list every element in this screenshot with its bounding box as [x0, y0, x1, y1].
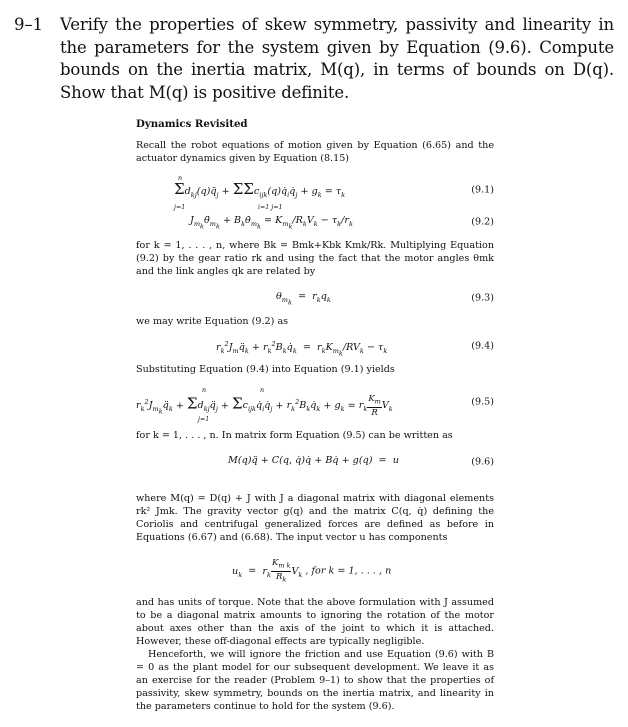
sum-lower-limit: j=1 [198, 416, 210, 423]
equation-tag: (9.2) [471, 216, 494, 228]
equation-9-6-body: M(q)q̈ + C(q, q̇)q̇ + Bq̇ + g(q) = u [228, 455, 399, 466]
paragraph-torque: and has units of torque. Note that the above formulation with J assumed to be a diagonal matrix amounts to ignoring the rotation of the motor about axes other than the axis of the joint to which it is attached. However, these off-diagonal effects are typically negligible. [136, 597, 494, 648]
equation-tag: (9.1) [471, 184, 494, 196]
equation-9-3-body: $\theta_{m_k} = r_kq_k$ [276, 291, 331, 307]
equation-input-vector-body: $u_k = r_k$ $\frac{K_{m k}}{R_k}$ $V_k$ , for k = 1, . . . , n [232, 558, 392, 584]
problem-text: Verify the properties of skew symmetry, passivity and linearity in the parameters for the system given by Equation (9.6). Compute bounds on the inertia matrix, M(q), in terms of bounds on D(q). Show that M(q) is positive definite. [60, 15, 614, 102]
double-sum-lower-limit: i=1 j=1 [258, 204, 283, 211]
sum-upper-limit: n [260, 387, 265, 394]
equation-9-6 [136, 452, 494, 472]
equation-9-4 [136, 336, 494, 356]
equation-9-4-body: $r_k^2J_mq̈_k$ + $r_k^2B_kq̇_k = r_kK_{m_k}/RV_k - \tau_k$ [216, 340, 388, 358]
paragraph-intro: Recall the robot equations of motion given by Equation (6.65) and the actuator dynamics given by Equation (8.15) [136, 140, 494, 165]
equation-9-5-body: $r_k^2J_{m_k}q̈_k$ + $\Sigma d_{kj}q̈_j$ + $\Sigma c_{ijk}q̇_iq̇_j$ + $r_k^2B_kq̇_k + g_k = r_k$ $\frac{K_m}{R}$ $V_k$ [136, 394, 393, 418]
equation-9-5 [136, 387, 494, 423]
paragraph-rewrite: we may write Equation (9.2) as [136, 316, 289, 327]
problem-statement [14, 14, 614, 104]
equation-tag: (9.4) [471, 340, 494, 352]
paragraph-henceforth: Henceforth, we will ignore the friction and use Equation (9.6) with B = 0 as the plant model for our subsequent development. We leave it as an exercise for the reader (Problem 9–1) to show that the properties of passivity, skew symmetry, bounds on the inertia matrix, and linearity in the parameters continue to hold for the system (9.6). [136, 649, 494, 713]
equation-input-vector [136, 556, 494, 582]
sum-lower-limit: j=1 [174, 204, 186, 211]
paragraph-substitute: Substituting Equation (9.4) into Equation (9.1) yields [136, 364, 395, 375]
paragraph-matrix-form: for k = 1, . . . , n. In matrix form Equation (9.5) can be written as [136, 430, 453, 441]
sum-upper-limit: n [178, 175, 183, 182]
equation-tag: (9.5) [471, 396, 494, 408]
equation-9-1-body: $\Sigma d_{kj}(q)q̈_j$ + $\Sigma\Sigma c_{ijk}(q)q̇_iq̇_j + g_k = \tau_k$ [174, 180, 346, 199]
equation-tag: (9.3) [471, 292, 494, 304]
equation-9-2 [136, 212, 494, 232]
equation-9-3 [136, 288, 494, 308]
paragraph-gear-ratio: for k = 1, . . . , n, where Bk = Bmk+Kbk Kmk/Rk. Multiplying Equation (9.2) by the gear ratio rk and using the fact that the motor angles θmk and the link angles qk are related by [136, 240, 494, 278]
equation-9-1 [136, 175, 494, 211]
inset-title: Dynamics Revisited [136, 118, 248, 130]
problem-number: 9–1 [14, 15, 43, 34]
equation-9-2-body: $J_{m_k}\thetä_{m_k}$ + $B_k\thetȧ_{m_k} = K_{m_k}/R_kV_k - \tau_k/r_k$ [190, 215, 353, 231]
sum-upper-limit: n [202, 387, 207, 394]
paragraph-where: where M(q) = D(q) + J with J a diagonal matrix with diagonal elements rk² Jmk. The gravity vector g(q) and the matrix C(q, q̇) defining the Coriolis and centrifugal generalized forces are defined as before in Equations (6.67) and (6.68). The input vector u has components [136, 493, 494, 544]
equation-tag: (9.6) [471, 456, 494, 468]
